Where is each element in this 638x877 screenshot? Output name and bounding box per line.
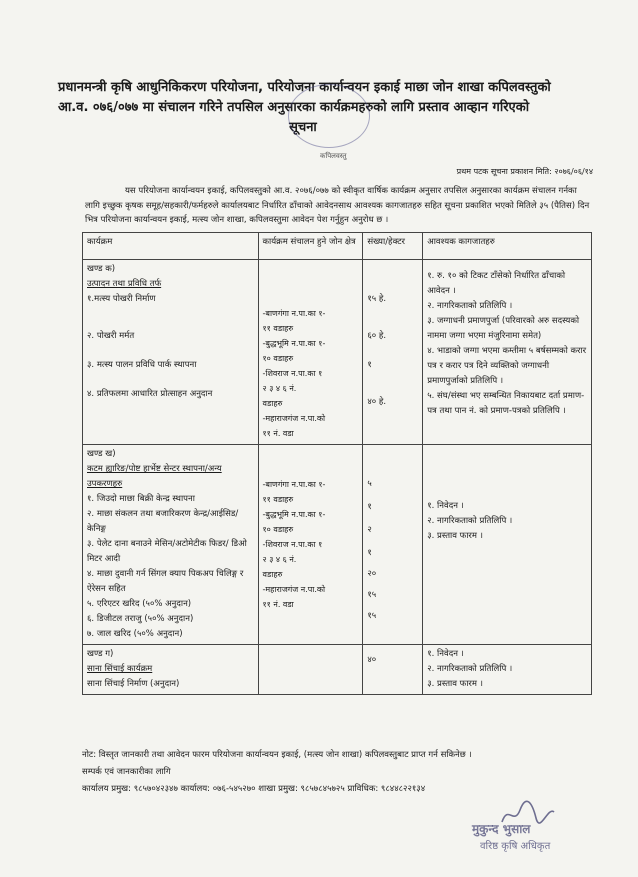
title-line-3: सूचना	[289, 120, 317, 135]
doc-item: ३. प्रस्ताव फारम ।	[427, 679, 483, 689]
stamp-caption: कपिलवस्तु	[320, 152, 347, 160]
program-table	[82, 232, 592, 695]
count-value: १	[367, 548, 372, 558]
count-value: १५ हे.	[367, 294, 387, 304]
section-a-programs	[83, 260, 259, 445]
list-item: साना सिंचाई निर्माण (अनुदान)	[87, 679, 180, 689]
signatory-title: वरिष्ठ कृषि अधिकृत	[480, 841, 551, 852]
area-line: -शिवराज न.पा.का १	[262, 540, 323, 549]
area-line: -बुद्धभूमि न.पा.का १-	[262, 339, 326, 348]
list-item: ४. माछा दुवानी गर्न सिंगल क्याप पिकअप चिलिङ्ग र ऐरेसन सहित	[87, 569, 244, 594]
area-line: ११ वडाहरु	[262, 495, 294, 504]
doc-item: १. निवेदन ।	[427, 501, 464, 511]
area-line: -बाणगंगा न.पा.का १-	[262, 480, 326, 489]
section-c-counts	[363, 645, 423, 695]
section-b-docs	[423, 445, 592, 645]
count-value: ६० हे.	[367, 331, 387, 341]
count-value: १५	[367, 590, 377, 600]
header-area: कार्यक्रम संचालन हुने जोन क्षेत्र	[258, 233, 363, 260]
list-item: ४. प्रतिफलमा आधारित प्रोत्साहन अनुदान	[87, 389, 213, 399]
section-a-counts	[363, 260, 423, 445]
doc-item: ३. प्रस्ताव फारम ।	[427, 531, 483, 541]
title-line-1: प्रधानमन्त्री कृषि आधुनिकिकरण परियोजना, परियोजना कार्यान्वयन इकाई माछा जोन शाखा कपिलवस्तुको	[58, 80, 551, 95]
table-row-section-c	[83, 645, 592, 695]
doc-item: २. नागरिकताको प्रतिलिपि ।	[427, 664, 513, 674]
section-b-counts	[363, 445, 423, 645]
title-line-2: आ.व. ०७६/०७७ मा संचालन गरिने तपसिल अनुसारका कार्यक्रमहरुको लागि प्रस्ताव आव्हान गरिएको	[58, 100, 530, 115]
table-row-section-b	[83, 445, 592, 645]
list-item: ३. मत्स्य पालन प्रविधि पार्क स्थापना	[87, 360, 197, 370]
section-subheading: उत्पादन तथा प्रविधि तर्फ	[87, 279, 162, 289]
section-heading: खण्ड ख)	[87, 449, 116, 459]
section-c-docs	[423, 645, 592, 695]
list-item: ५. एरिएटर खरिद (५०% अनुदान)	[87, 599, 192, 609]
section-heading: खण्ड ग)	[87, 649, 114, 659]
count-value: ४०	[367, 655, 377, 665]
list-item: १. जिउदो माछा बिक्री केन्द्र स्थापना	[87, 494, 195, 504]
area-line: -महाराजगंज न.पा.को	[262, 585, 326, 594]
area-line: ११ वडाहरु	[262, 324, 294, 333]
doc-item: ३. जग्गाधनी प्रमाणपुर्जा (परिवारको अरु सदस्यको नाममा जग्गा भएमा मंजुरिनामा समेत)	[427, 316, 580, 341]
doc-item: १. निवेदन ।	[427, 649, 464, 659]
list-item: ७. जाल खरिद (५०% अनुदान)	[87, 629, 183, 639]
area-line: -बुद्धभूमि न.पा.का १-	[262, 510, 326, 519]
area-line: वडाहरु	[262, 399, 283, 408]
section-c-areas	[258, 645, 363, 695]
section-b-programs	[83, 445, 259, 645]
section-subheading: कटम ह्यारिङ/पोष्ट हार्भेष्ट सेन्टर स्थापना/अन्य उपकरणहरु	[87, 464, 222, 489]
list-item: २. पोखरी मर्मत	[87, 331, 135, 341]
notice-date: प्रथम पटक सूचना प्रकाशन मिति: २०७६/०६/१४	[456, 167, 593, 176]
contact-note	[82, 747, 602, 798]
area-line: १० वडाहरु	[262, 525, 294, 534]
list-item: ३. पेलेट दाना बनाउने मेसिन/अटोमेटीक फिडर/ डिओ मिटर आदी	[87, 539, 247, 564]
count-value: ५	[367, 479, 372, 489]
section-a-areas	[258, 260, 363, 445]
section-c-programs	[83, 645, 259, 695]
count-value: ४० हे.	[367, 397, 387, 407]
list-item: ६. डिजीटल तराजु (५०% अनुदान)	[87, 614, 194, 624]
count-value: २	[367, 525, 372, 535]
doc-item: ५. संघ/संस्था भए सम्बन्धित निकायबाट दर्ता प्रमाण-पत्र तथा पान नं. को प्रमाण-पत्रको प्रतिलिपि ।	[427, 391, 585, 416]
area-line: -शिवराज न.पा.का १	[262, 369, 323, 378]
area-line: ११ नं. वडा	[262, 600, 294, 609]
area-line: २ ३ ४ ६ नं.	[262, 555, 297, 564]
count-value: १	[367, 502, 372, 512]
list-item: २. माछा संकलन तथा बजारिकरण केन्द्र/आईसिड/केनिङ्ग	[87, 509, 239, 534]
area-line: -महाराजगंज न.पा.को	[262, 414, 326, 423]
doc-item: २. नागरिकताको प्रतिलिपि ।	[427, 301, 513, 311]
count-value: १	[367, 360, 372, 370]
office-stamp	[288, 84, 370, 148]
header-count: संख्या/हेक्टर	[363, 233, 423, 260]
doc-item: २. नागरिकताको प्रतिलिपि ।	[427, 516, 513, 526]
list-item: १.मत्स्य पोखरी निर्माण	[87, 294, 156, 304]
area-line: वडाहरु	[262, 570, 283, 579]
section-subheading: साना सिंचाई कार्यक्रम	[87, 664, 153, 674]
area-line: -बाणगंगा न.पा.का १-	[262, 309, 326, 318]
signatory-name: मुकुन्द भुसाल	[472, 822, 531, 836]
count-value: १५	[367, 611, 377, 621]
doc-item: १. रु. १० को टिकट टाँसेको निर्धारित ढाँचाको आवेदन ।	[427, 271, 566, 296]
note-line-2: सम्पर्क एवं जानकारीका लागि	[82, 767, 171, 777]
note-line-3: कार्यालय प्रमुख: ९८५७०४२३४७ कार्यालय: ०७६-५४५२७० शाखा प्रमुख: ९८५७८४५७२५ प्राविधिक: ९८४४८२२१३४	[82, 784, 426, 794]
area-line: ११ नं. वडा	[262, 429, 294, 438]
section-b-areas	[258, 445, 363, 645]
section-a-docs	[423, 260, 592, 445]
section-heading: खण्ड क)	[87, 264, 116, 274]
doc-item: ४. भाडाको जग्गा भएमा कम्तीमा ५ बर्षसम्मको करार पत्र र करार पत्र दिने व्यक्तिको जग्गाधनी प्रमाणपुर्जाको प्रतिलिपि ।	[427, 346, 587, 386]
header-program: कार्यक्रम	[83, 233, 259, 260]
header-docs: आवश्यक कागजातहरु	[423, 233, 592, 260]
note-line-1: नोट: विस्तृत जानकारी तथा आवेदन फारम परियोजना कार्यान्वयन इकाई, (मत्स्य जोन शाखा) कपिलवस्तुबाट प्राप्त गर्न सकिनेछ ।	[82, 750, 472, 760]
table-header-row	[83, 233, 592, 260]
area-line: १० वडाहरु	[262, 354, 294, 363]
area-line: २ ३ ४ ६ नं.	[262, 384, 297, 393]
count-value: २०	[367, 569, 377, 579]
intro-paragraph: यस परियोजना कार्यान्वयन इकाई, कपिलवस्तुको आ.व. २०७६/०७७ को स्वीकृत वार्षिक कार्यक्रम अनुसार तपसिल अनुसारका कार्यक्रम संचालन गर्नका लागि इच्छुक कृषक समूह/सहकारी/फर्महरुले कार्यालयबाट निर्धारित ढाँचाको आवेदनसाथ आवश्यक कागजातहरु सहित सूचना प्रकाशित भएको मितिले ३५ (पैतिस) दिन भित्र परियोजना कार्यान्वयन इकाई, मत्स्य जोन शाखा, कपिलवस्तुमा आवेदन पेश गर्नुहुन अनुरोध छ ।	[85, 186, 590, 225]
table-row-section-a	[83, 260, 592, 445]
